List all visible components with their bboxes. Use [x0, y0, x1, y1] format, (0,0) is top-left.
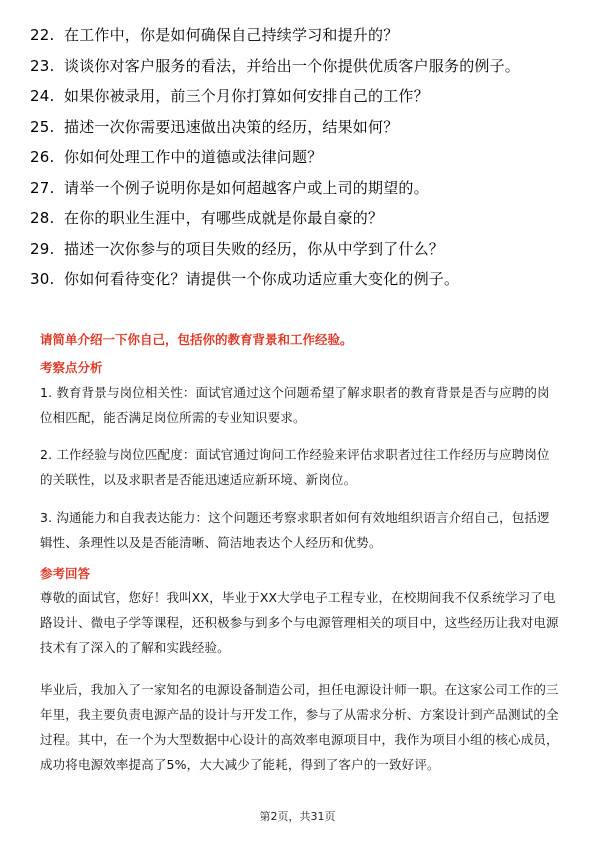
question-number: 22. — [30, 26, 55, 44]
question-number: 27. — [30, 178, 55, 197]
question-number: 26. — [30, 148, 55, 166]
question-number: 25. — [30, 117, 55, 136]
question-number: 29. — [30, 239, 55, 258]
question-text: 描述一次你参与的项目失败的经历，你从中学到了什么？ — [64, 239, 445, 258]
page-footer: 第2页，共31页 — [259, 810, 336, 823]
question-item — [30, 85, 570, 107]
question-text: 你如何看待变化？请提供一个你成功适应重大变化的例子。 — [64, 270, 460, 288]
analysis-point-3: 3. 沟通能力和自我表达能力：这个问题还考察求职者如何有效地组织语言介绍自己，包括逻辑性、条理性以及是否能清晰、简洁地表达个人经历和优势。 — [40, 510, 550, 550]
question-item — [30, 238, 570, 260]
interview-question-title: 请简单介绍一下你自己，包括你的教育背景和工作经验。 — [40, 332, 353, 347]
question-item — [30, 177, 570, 199]
answer-paragraph-2: 毕业后，我加入了一家知名的电源设备制造公司，担任电源设计师一职。在这家公司工作的三年里，我主要负责电源产品的设计与开发工作，参与了从需求分析、方案设计到产品测试的全过程。其中，在一个为大型数据中心设计的高效率电源项目中，我作为项目小组的核心成员，成功将电源效率提高了5%，大大减少了能耗，得到了客户的一致好评。 — [40, 682, 559, 772]
question-number: 28. — [30, 209, 55, 227]
analysis-heading: 考察点分析 — [40, 360, 103, 375]
answer-paragraph-1: 尊敬的面试官，您好！我叫XX，毕业于XX大学电子工程专业，在校期间我不仅系统学习了电路设计、微电子学等课程，还积极参与到多个与电源管理相关的项目中，这些经历让我对电源技术有了深入的了解和实践经验。 — [40, 590, 559, 655]
question-text: 在工作中，你是如何确保自己持续学习和提升的？ — [64, 26, 399, 44]
answer-heading: 参考回答 — [40, 566, 91, 581]
question-item — [30, 268, 570, 290]
question-item — [30, 116, 570, 138]
question-item — [30, 55, 570, 77]
question-number: 30. — [30, 270, 55, 288]
question-text: 描述一次你需要迅速做出决策的经历，结果如何？ — [64, 117, 399, 136]
question-text: 如果你被录用，前三个月你打算如何安排自己的工作？ — [64, 87, 429, 105]
question-number: 24. — [30, 87, 55, 105]
question-item — [30, 24, 570, 46]
analysis-point-1: 1. 教育背景与岗位相关性：面试官通过这个问题希望了解求职者的教育背景是否与应聘的岗位相匹配，能否满足岗位所需的专业知识要求。 — [40, 385, 550, 425]
question-text: 你如何处理工作中的道德或法律问题？ — [64, 148, 323, 166]
question-text: 谈谈你对客户服务的看法，并给出一个你提供优质客户服务的例子。 — [64, 56, 521, 75]
question-text: 请举一个例子说明你是如何超越客户或上司的期望的。 — [64, 178, 429, 197]
analysis-point-2: 2. 工作经验与岗位匹配度：面试官通过询问工作经验来评估求职者过往工作经历与应聘岗位的关联性，以及求职者是否能迅速适应新环境、新岗位。 — [40, 447, 550, 487]
question-item — [30, 146, 570, 168]
question-item — [30, 207, 570, 229]
question-list — [30, 24, 570, 299]
question-number: 23. — [30, 56, 55, 75]
question-text: 在你的职业生涯中，有哪些成就是你最自豪的？ — [64, 209, 384, 227]
